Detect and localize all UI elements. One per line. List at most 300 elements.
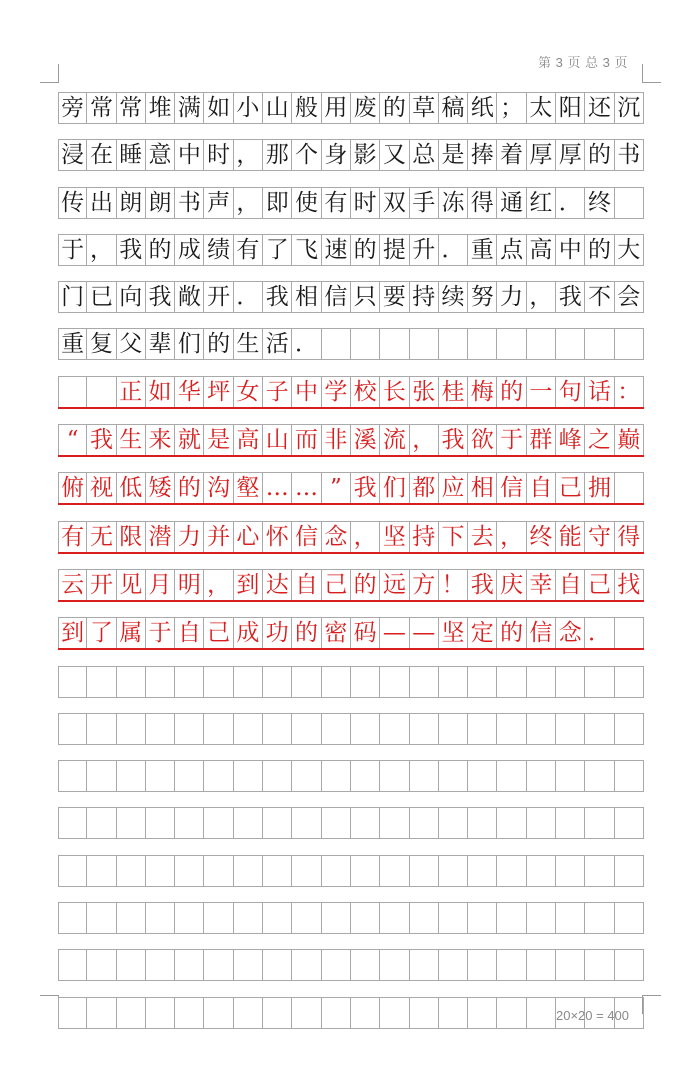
grid-cell: ， [527, 282, 556, 312]
grid-cell [439, 667, 468, 697]
grid-cell [410, 667, 439, 697]
grid-cell: ； [497, 93, 526, 123]
grid-cell: 相 [292, 282, 321, 312]
grid-cell: 还 [585, 93, 614, 123]
grid-cell: 速 [322, 235, 351, 265]
grid-cell [615, 473, 644, 503]
grid-cell: 自 [175, 618, 204, 648]
grid-cell: 成 [175, 235, 204, 265]
grid-cell: 冻 [439, 188, 468, 218]
grid-cell: 常 [117, 93, 146, 123]
grid-cell: 远 [380, 570, 409, 600]
grid-cell: 月 [146, 570, 175, 600]
grid-cell: 捧 [468, 140, 497, 170]
grid-row [58, 617, 644, 650]
grid-cell: 正 [117, 377, 146, 407]
grid-cell [556, 808, 585, 838]
grid-cell: 会 [615, 282, 644, 312]
grid-count-label: 20×20 = 400 [556, 1008, 630, 1023]
crop-mark-top-left [40, 64, 59, 83]
grid-cell [585, 761, 614, 791]
grid-cell [146, 667, 175, 697]
grid-cell [468, 714, 497, 744]
grid-cell: ， [87, 235, 116, 265]
grid-cell [380, 808, 409, 838]
grid-cell [497, 714, 526, 744]
grid-cell: 守 [585, 522, 614, 552]
grid-cell [322, 714, 351, 744]
grid-cell: ． [439, 235, 468, 265]
grid-cell [380, 329, 409, 359]
grid-cell: 密 [322, 618, 351, 648]
grid-cell: 绩 [204, 235, 233, 265]
grid-cell [234, 998, 263, 1028]
grid-cell: 梅 [468, 377, 497, 407]
grid-cell: ． [292, 329, 321, 359]
grid-cell [117, 808, 146, 838]
grid-cell [380, 950, 409, 980]
grid-cell [439, 998, 468, 1028]
grid-cell: 出 [87, 188, 116, 218]
grid-cell: 群 [527, 425, 556, 455]
grid-cell [117, 856, 146, 886]
grid-cell: 之 [585, 425, 614, 455]
grid-cell: ： [615, 377, 644, 407]
grid-cell [146, 998, 175, 1028]
grid-cell [439, 714, 468, 744]
grid-cell: 父 [117, 329, 146, 359]
grid-cell: 功 [263, 618, 292, 648]
grid-cell: 如 [204, 93, 233, 123]
grid-cell: 有 [58, 522, 87, 552]
grid-cell [234, 761, 263, 791]
grid-row [58, 187, 644, 219]
grid-cell [117, 761, 146, 791]
grid-cell [117, 950, 146, 980]
grid-cell: 流 [380, 425, 409, 455]
grid-cell: … [263, 473, 292, 503]
grid-cell [439, 329, 468, 359]
grid-cell [527, 667, 556, 697]
grid-cell [58, 903, 87, 933]
page-indicator: 第 3 页 总 3 页 [538, 55, 629, 70]
grid-cell: 意 [146, 140, 175, 170]
grid-cell: 厚 [527, 140, 556, 170]
grid-row [58, 328, 644, 360]
grid-cell [527, 329, 556, 359]
writing-grid [58, 92, 644, 1044]
grid-cell [263, 903, 292, 933]
grid-cell [351, 856, 380, 886]
grid-cell [439, 950, 468, 980]
grid-cell: 是 [439, 140, 468, 170]
grid-cell [322, 329, 351, 359]
grid-cell [175, 667, 204, 697]
grid-cell [322, 856, 351, 886]
grid-cell: 们 [175, 329, 204, 359]
grid-cell [497, 903, 526, 933]
grid-cell: 华 [175, 377, 204, 407]
grid-cell [615, 188, 644, 218]
grid-row [58, 902, 644, 934]
grid-cell: 限 [117, 522, 146, 552]
grid-cell: 云 [58, 570, 87, 600]
grid-cell [615, 903, 644, 933]
grid-cell: 一 [527, 377, 556, 407]
grid-cell [117, 667, 146, 697]
grid-row [58, 760, 644, 792]
grid-cell: 我 [87, 425, 116, 455]
grid-cell [292, 808, 321, 838]
grid-cell: 子 [263, 377, 292, 407]
grid-cell [468, 998, 497, 1028]
grid-cell: 升 [410, 235, 439, 265]
grid-cell [204, 808, 233, 838]
grid-cell: 信 [497, 473, 526, 503]
grid-cell: 桂 [439, 377, 468, 407]
grid-cell: 力 [175, 522, 204, 552]
grid-cell [615, 667, 644, 697]
grid-cell [292, 856, 321, 886]
grid-cell [585, 667, 614, 697]
grid-cell: 手 [410, 188, 439, 218]
grid-cell: 的 [292, 618, 321, 648]
grid-cell [58, 856, 87, 886]
grid-cell [117, 998, 146, 1028]
grid-cell: 满 [175, 93, 204, 123]
grid-cell [410, 903, 439, 933]
grid-cell [204, 998, 233, 1028]
grid-cell [234, 714, 263, 744]
grid-cell: 用 [322, 93, 351, 123]
grid-cell [322, 998, 351, 1028]
grid-cell: 已 [87, 282, 116, 312]
grid-cell [410, 761, 439, 791]
grid-cell: 厚 [556, 140, 585, 170]
grid-row [58, 569, 644, 602]
grid-cell [58, 761, 87, 791]
grid-cell [146, 903, 175, 933]
grid-row [58, 472, 644, 505]
grid-cell [87, 950, 116, 980]
grid-cell: ， [351, 522, 380, 552]
grid-cell: 属 [117, 618, 146, 648]
grid-cell [263, 761, 292, 791]
grid-cell: 相 [468, 473, 497, 503]
grid-cell: ， [410, 425, 439, 455]
grid-cell [292, 903, 321, 933]
grid-cell [439, 808, 468, 838]
grid-cell: 持 [410, 522, 439, 552]
grid-cell: 学 [322, 377, 351, 407]
grid-cell: 就 [175, 425, 204, 455]
grid-cell: 的 [585, 235, 614, 265]
grid-cell: — [380, 618, 409, 648]
grid-cell: 向 [117, 282, 146, 312]
grid-cell [58, 714, 87, 744]
grid-cell [204, 856, 233, 886]
grid-cell [58, 808, 87, 838]
grid-cell: 堆 [146, 93, 175, 123]
grid-cell: 峰 [556, 425, 585, 455]
grid-cell [585, 714, 614, 744]
grid-cell [263, 998, 292, 1028]
grid-cell: 无 [87, 522, 116, 552]
grid-cell [497, 998, 526, 1028]
grid-cell [439, 761, 468, 791]
grid-cell [556, 856, 585, 886]
grid-cell: 中 [556, 235, 585, 265]
grid-cell: 视 [87, 473, 116, 503]
grid-cell [468, 856, 497, 886]
grid-cell [497, 667, 526, 697]
grid-cell: 浸 [58, 140, 87, 170]
grid-cell [497, 950, 526, 980]
grid-cell: 常 [87, 93, 116, 123]
grid-cell: 见 [117, 570, 146, 600]
grid-cell [615, 329, 644, 359]
grid-cell: 成 [234, 618, 263, 648]
grid-cell: 草 [410, 93, 439, 123]
grid-cell: 稿 [439, 93, 468, 123]
grid-cell [175, 950, 204, 980]
grid-cell [263, 808, 292, 838]
grid-cell [410, 808, 439, 838]
grid-cell: 得 [615, 522, 644, 552]
grid-cell [351, 761, 380, 791]
grid-cell: 都 [410, 473, 439, 503]
grid-cell [585, 903, 614, 933]
grid-cell [292, 950, 321, 980]
grid-cell [410, 950, 439, 980]
grid-cell [556, 714, 585, 744]
grid-cell: 声 [204, 188, 233, 218]
grid-cell [351, 667, 380, 697]
grid-cell: 己 [585, 570, 614, 600]
grid-cell [585, 808, 614, 838]
crop-mark-top-right [642, 64, 661, 83]
grid-cell: 的 [585, 140, 614, 170]
grid-cell: 山 [263, 425, 292, 455]
grid-cell: 使 [292, 188, 321, 218]
grid-cell: 生 [234, 329, 263, 359]
grid-cell: 飞 [292, 235, 321, 265]
grid-cell: 生 [117, 425, 146, 455]
grid-row [58, 855, 644, 887]
grid-cell [322, 667, 351, 697]
grid-cell [351, 714, 380, 744]
grid-cell [468, 808, 497, 838]
grid-cell: 高 [527, 235, 556, 265]
grid-cell [615, 618, 644, 648]
grid-cell: 了 [87, 618, 116, 648]
grid-cell [527, 808, 556, 838]
grid-row [58, 949, 644, 981]
grid-cell: 纸 [468, 93, 497, 123]
grid-cell [234, 808, 263, 838]
grid-cell: 的 [351, 570, 380, 600]
grid-cell: 传 [58, 188, 87, 218]
grid-cell: 信 [322, 282, 351, 312]
grid-cell [204, 903, 233, 933]
grid-cell: 话 [585, 377, 614, 407]
grid-cell [615, 714, 644, 744]
grid-cell: 开 [204, 282, 233, 312]
grid-cell [585, 950, 614, 980]
grid-cell: 又 [380, 140, 409, 170]
grid-cell [527, 714, 556, 744]
grid-cell: ， [234, 188, 263, 218]
grid-cell: 壑 [234, 473, 263, 503]
grid-cell: 坪 [204, 377, 233, 407]
grid-cell: 努 [468, 282, 497, 312]
grid-cell: 巅 [615, 425, 644, 455]
grid-cell: 的 [497, 377, 526, 407]
grid-cell: 明 [175, 570, 204, 600]
grid-cell: 大 [615, 235, 644, 265]
grid-cell: 太 [527, 93, 556, 123]
grid-cell: 朗 [146, 188, 175, 218]
grid-cell: 终 [585, 188, 614, 218]
grid-cell: 时 [204, 140, 233, 170]
grid-cell: 下 [439, 522, 468, 552]
grid-cell: 潜 [146, 522, 175, 552]
grid-cell: 的 [204, 329, 233, 359]
grid-cell: 并 [204, 522, 233, 552]
grid-cell [175, 808, 204, 838]
grid-cell: 重 [468, 235, 497, 265]
grid-cell [292, 667, 321, 697]
grid-cell [58, 667, 87, 697]
grid-cell: ， [234, 140, 263, 170]
grid-cell: 废 [351, 93, 380, 123]
grid-cell: 去 [468, 522, 497, 552]
grid-cell [351, 329, 380, 359]
grid-cell [146, 808, 175, 838]
grid-cell [263, 856, 292, 886]
grid-cell: 己 [556, 473, 585, 503]
grid-cell: 心 [234, 522, 263, 552]
grid-cell [351, 950, 380, 980]
grid-cell: 着 [497, 140, 526, 170]
grid-cell: 己 [204, 618, 233, 648]
grid-cell [87, 903, 116, 933]
grid-cell [263, 714, 292, 744]
grid-cell [527, 950, 556, 980]
grid-cell: 开 [87, 570, 116, 600]
grid-cell: 俯 [58, 473, 87, 503]
grid-cell: 影 [351, 140, 380, 170]
grid-cell: 到 [234, 570, 263, 600]
grid-cell: 溪 [351, 425, 380, 455]
grid-cell: 通 [497, 188, 526, 218]
grid-cell [468, 761, 497, 791]
grid-cell: 门 [58, 282, 87, 312]
grid-cell [146, 714, 175, 744]
grid-cell: ． [234, 282, 263, 312]
grid-cell [468, 329, 497, 359]
grid-cell: 能 [556, 522, 585, 552]
grid-cell: 我 [468, 570, 497, 600]
grid-cell: 山 [263, 93, 292, 123]
grid-cell: 欲 [468, 425, 497, 455]
grid-cell: 们 [380, 473, 409, 503]
grid-cell: 庆 [497, 570, 526, 600]
grid-cell: ． [585, 618, 614, 648]
grid-cell [58, 998, 87, 1028]
grid-cell [615, 856, 644, 886]
grid-cell: 的 [146, 235, 175, 265]
grid-cell [497, 329, 526, 359]
grid-cell: 句 [556, 377, 585, 407]
grid-cell: 辈 [146, 329, 175, 359]
grid-cell [585, 329, 614, 359]
grid-cell [292, 714, 321, 744]
grid-cell: 只 [351, 282, 380, 312]
grid-cell [87, 808, 116, 838]
grid-cell [468, 903, 497, 933]
grid-row [58, 376, 644, 409]
grid-cell: 续 [439, 282, 468, 312]
grid-cell [615, 808, 644, 838]
grid-row [58, 713, 644, 745]
grid-row [58, 234, 644, 266]
grid-cell: 般 [292, 93, 321, 123]
grid-cell: 身 [322, 140, 351, 170]
grid-cell [556, 667, 585, 697]
grid-cell: 有 [322, 188, 351, 218]
grid-cell: 念 [556, 618, 585, 648]
grid-cell: 校 [351, 377, 380, 407]
grid-cell: 念 [322, 522, 351, 552]
grid-cell: 到 [58, 618, 87, 648]
grid-cell: 红 [527, 188, 556, 218]
grid-cell [175, 856, 204, 886]
grid-cell: 朗 [117, 188, 146, 218]
grid-cell [58, 377, 87, 407]
grid-cell [615, 950, 644, 980]
grid-cell: 长 [380, 377, 409, 407]
grid-cell [556, 950, 585, 980]
grid-cell [556, 903, 585, 933]
grid-cell: 阳 [556, 93, 585, 123]
grid-cell: 自 [527, 473, 556, 503]
grid-cell: 坚 [439, 618, 468, 648]
grid-cell [556, 761, 585, 791]
grid-cell: 于 [58, 235, 87, 265]
grid-cell [234, 903, 263, 933]
grid-cell: 幸 [527, 570, 556, 600]
grid-cell: 点 [497, 235, 526, 265]
grid-cell: 信 [527, 618, 556, 648]
grid-cell [322, 950, 351, 980]
grid-cell [87, 761, 116, 791]
grid-cell [204, 950, 233, 980]
grid-cell: 持 [410, 282, 439, 312]
grid-cell: 张 [410, 377, 439, 407]
grid-cell: 自 [556, 570, 585, 600]
grid-cell [322, 903, 351, 933]
grid-cell: 个 [292, 140, 321, 170]
grid-cell [146, 950, 175, 980]
grid-cell: 信 [292, 522, 321, 552]
grid-cell [468, 667, 497, 697]
grid-row [58, 424, 644, 457]
grid-cell: 重 [58, 329, 87, 359]
grid-cell: 睡 [117, 140, 146, 170]
grid-cell [527, 903, 556, 933]
grid-cell: 沉 [615, 93, 644, 123]
